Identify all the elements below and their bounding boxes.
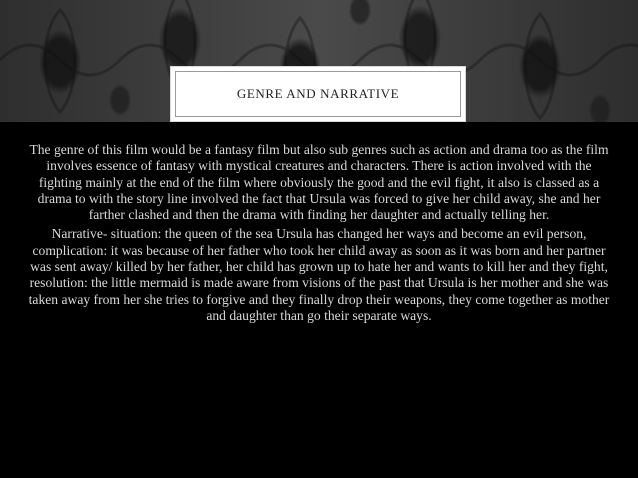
title-frame xyxy=(175,71,461,117)
narrative-paragraph: Narrative- situation: the queen of the sea Ursula has changed her ways and become an evil person, complication: it was because of her father who took her child away as soon as it was born and her partner was sent away/ killed by her father, her child has grown up to hate her and wants to kill her and they fight, resolution: the little mermaid is made aware from visions of the past that Ursula is her mother and she was taken away from her she tries to forgive and they finally drop their weapons, they come together as mother and daughter than go their separate ways. xyxy=(28,226,610,323)
title-box xyxy=(170,66,466,122)
slide-body xyxy=(28,142,610,327)
slide-title: GENRE AND NARRATIVE xyxy=(236,86,400,101)
genre-paragraph: The genre of this film would be a fantasy film but also sub genres such as action and drama too as the film involves essence of fantasy with mystical creatures and characters. There is action involved with the fighting mainly at the end of the film where obviously the good and the evil fight, it also is classed as a drama to with the story line involved the fact that Ursula was forced to give her child away, she and her farther clashed and then the drama with finding her daughter and actually telling her. xyxy=(29,142,609,223)
